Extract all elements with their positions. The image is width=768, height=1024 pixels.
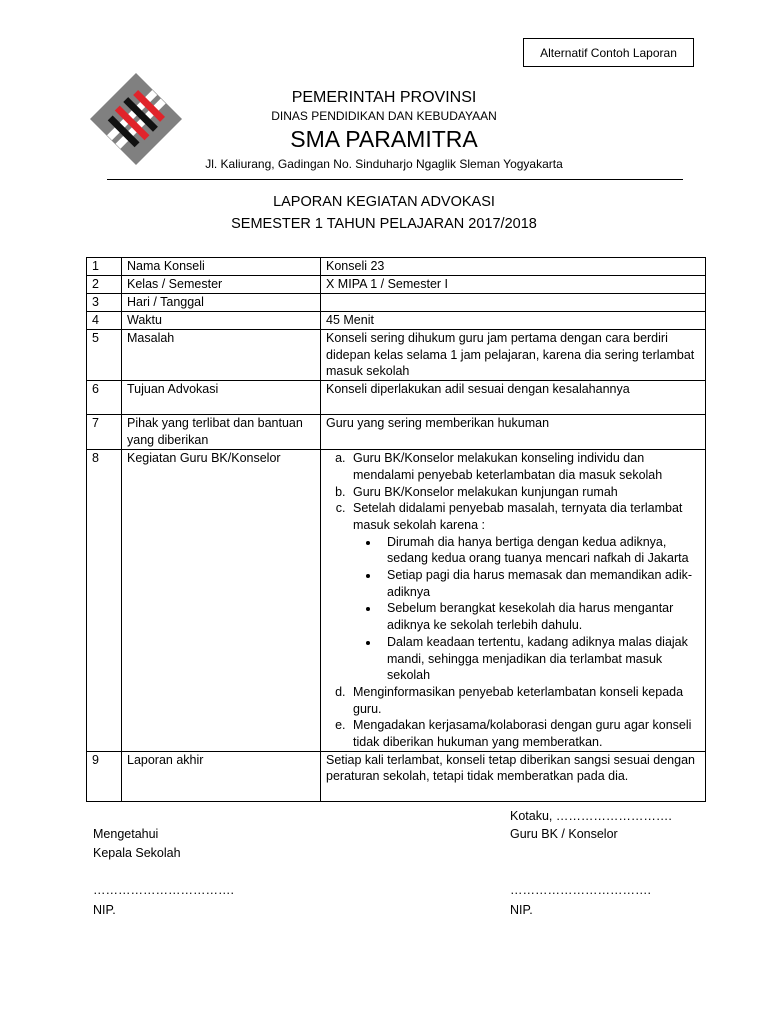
reason-list — [353, 534, 700, 684]
table-row — [87, 751, 706, 801]
counselor-role: Guru BK / Konselor — [510, 827, 618, 841]
table-row — [87, 415, 706, 450]
list-item — [349, 500, 700, 684]
school-name: SMA PARAMITRA — [290, 126, 478, 152]
school-logo — [90, 73, 182, 165]
acknowledged-label: Mengetahui — [93, 827, 159, 841]
table-row — [87, 450, 706, 752]
list-item: • Sebelum berangkat kesekolah dia harus mengantar adiknya ke sekolah terlebih dahulu. — [380, 600, 700, 633]
report-subtitle: SEMESTER 1 TAHUN PELAJARAN 2017/2018 — [231, 216, 537, 232]
header-divider — [107, 179, 683, 180]
report-title: LAPORAN KEGIATAN ADVOKASI — [273, 194, 495, 210]
principal-nip: NIP. — [93, 903, 116, 917]
row-value: 45 Menit — [321, 312, 706, 330]
principal-role: Kepala Sekolah — [93, 846, 181, 860]
row-value: Guru yang sering memberikan hukuman — [321, 415, 706, 450]
list-item: d. Menginformasikan penyebab keterlambatan konseli kepada guru. — [349, 684, 700, 717]
row-value: Konseli 23 — [321, 258, 706, 276]
row-label: Kegiatan Guru BK/Konselor — [122, 450, 321, 752]
row-value — [321, 450, 706, 752]
activity-list — [326, 450, 700, 751]
row-number: 9 — [87, 751, 122, 801]
row-label: Kelas / Semester — [122, 276, 321, 294]
row-value: Konseli diperlakukan adil sesuai dengan kesalahannya — [321, 381, 706, 415]
table-row — [87, 276, 706, 294]
row-number: 3 — [87, 294, 122, 312]
row-label: Nama Konseli — [122, 258, 321, 276]
government-heading: PEMERINTAH PROVINSI — [291, 89, 477, 106]
list-item: b. Guru BK/Konselor melakukan kunjungan rumah — [349, 484, 700, 501]
row-value: X MIPA 1 / Semester I — [321, 276, 706, 294]
row-number: 7 — [87, 415, 122, 450]
row-number: 1 — [87, 258, 122, 276]
row-number: 2 — [87, 276, 122, 294]
alternative-example-label: Alternatif Contoh Laporan — [523, 38, 694, 67]
row-number: 8 — [87, 450, 122, 752]
agency-heading: DINAS PENDIDIKAN DAN KEBUDAYAAN — [271, 109, 497, 123]
row-value: Konseli sering dihukum guru jam pertama dengan cara berdiri didepan kelas selama 1 jam pelajaran, karena dia sering terlambat masuk sekolah — [321, 330, 706, 381]
table-row — [87, 312, 706, 330]
principal-signature-line: ……………………………. — [93, 883, 234, 897]
school-address: Jl. Kaliurang, Gadingan No. Sinduharjo Ngaglik Sleman Yogyakarta — [205, 157, 563, 171]
row-label: Hari / Tanggal — [122, 294, 321, 312]
counselor-signature-line: ……………………………. — [510, 883, 651, 897]
row-label: Tujuan Advokasi — [122, 381, 321, 415]
table-row — [87, 258, 706, 276]
list-item-text: Setelah didalami penyebab masalah, ternyata dia terlambat masuk sekolah karena : — [353, 501, 683, 532]
list-item: • Dirumah dia hanya bertiga dengan kedua adiknya, sedang kedua orang tuanya mencari nafkah di Jakarta — [380, 534, 700, 567]
table-row — [87, 381, 706, 415]
row-label: Pihak yang terlibat dan bantuan yang diberikan — [122, 415, 321, 450]
list-item: • Dalam keadaan tertentu, kadang adiknya malas diajak mandi, sehingga menjadikan dia terlambat masuk sekolah — [380, 634, 700, 684]
row-value: Setiap kali terlambat, konseli tetap diberikan sangsi sesuai dengan peraturan sekolah, tetapi tidak memberatkan pada dia. — [321, 751, 706, 801]
row-number: 6 — [87, 381, 122, 415]
row-label: Waktu — [122, 312, 321, 330]
table-row — [87, 330, 706, 381]
list-item: • Setiap pagi dia harus memasak dan memandikan adik-adiknya — [380, 567, 700, 600]
row-label: Laporan akhir — [122, 751, 321, 801]
counselor-nip: NIP. — [510, 903, 533, 917]
row-number: 4 — [87, 312, 122, 330]
row-number: 5 — [87, 330, 122, 381]
place-date: Kotaku, ………………………. — [510, 809, 672, 823]
list-item: e. Mengadakan kerjasama/kolaborasi dengan guru agar konseli tidak diberikan hukuman yang memberatkan. — [349, 717, 700, 750]
list-item: a. Guru BK/Konselor melakukan konseling individu dan mendalami penyebab keterlambatan dia masuk sekolah — [349, 450, 700, 483]
row-value — [321, 294, 706, 312]
report-table — [86, 257, 706, 802]
table-row — [87, 294, 706, 312]
row-label: Masalah — [122, 330, 321, 381]
